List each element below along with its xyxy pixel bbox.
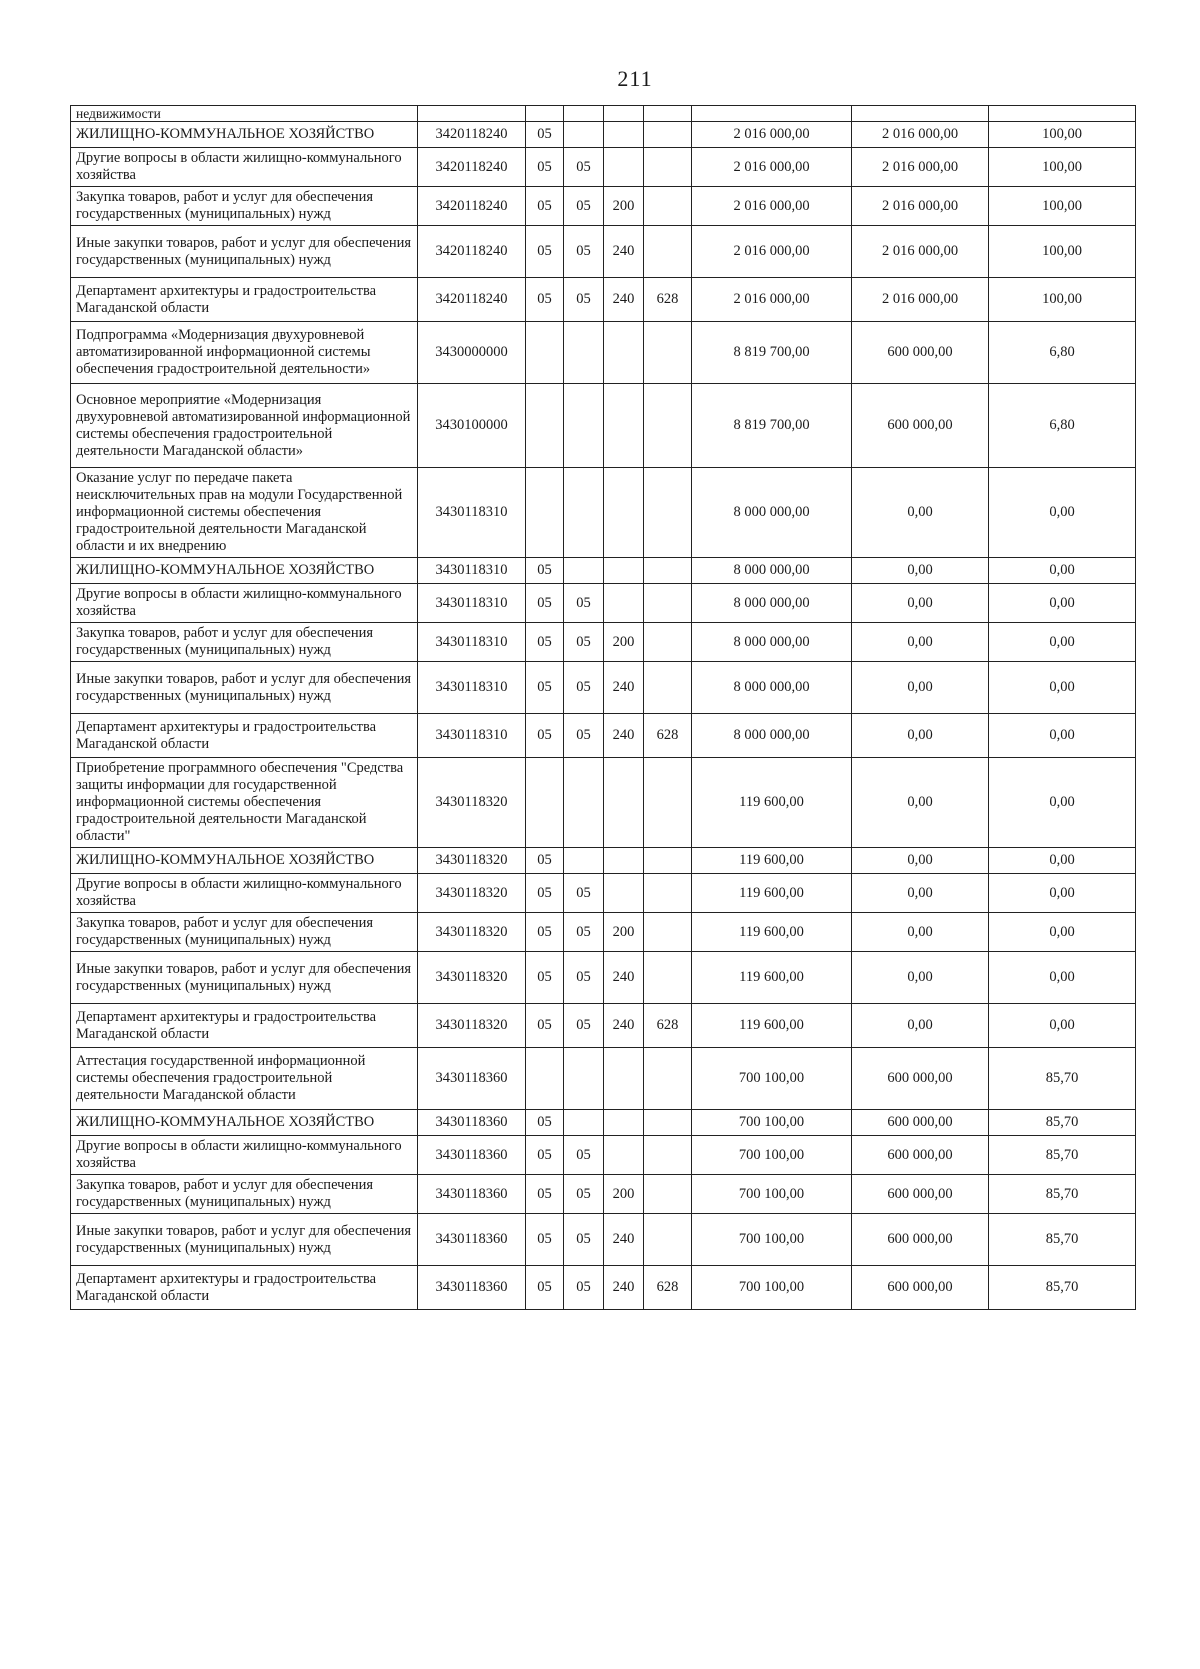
cell-code: 3420118240 [418,187,526,226]
cell-gr [644,874,692,913]
page-number: 211 [617,66,653,91]
cell-sec: 05 [526,584,564,623]
cell-name: Закупка товаров, работ и услуг для обеспечения государственных (муниципальных) нужд [71,187,418,226]
cell-vr [604,1048,644,1110]
cell-vr: 240 [604,952,644,1004]
cell-vr: 200 [604,1175,644,1214]
cell-name: Департамент архитектуры и градостроительства Магаданской области [71,1266,418,1310]
cell-sec [526,1048,564,1110]
cell-fact: 600 000,00 [852,1214,989,1266]
cell-name: Департамент архитектуры и градостроительства Магаданской области [71,714,418,758]
cell-pct: 0,00 [989,758,1136,848]
cell-plan: 700 100,00 [692,1266,852,1310]
table-row [71,278,1136,322]
cell-sec: 05 [526,874,564,913]
cell-plan: 8 819 700,00 [692,384,852,468]
cell-sub: 05 [564,714,604,758]
cell-fact: 0,00 [852,874,989,913]
cell-fact: 0,00 [852,584,989,623]
cell-gr: 628 [644,1266,692,1310]
cell-vr [604,874,644,913]
table-row [71,1048,1136,1110]
cell-pct: 100,00 [989,148,1136,187]
cell-name: Другие вопросы в области жилищно-коммунального хозяйства [71,1136,418,1175]
cell-name: Закупка товаров, работ и услуг для обеспечения государственных (муниципальных) нужд [71,913,418,952]
cell-vr [604,468,644,558]
cell-code: 3430118310 [418,662,526,714]
cell-plan: 700 100,00 [692,1214,852,1266]
cell-fact: 2 016 000,00 [852,148,989,187]
cell-fact: 600 000,00 [852,322,989,384]
cell-fact: 0,00 [852,468,989,558]
cell-sec: 05 [526,1266,564,1310]
cell-code: 3430118320 [418,913,526,952]
cell-pct: 6,80 [989,384,1136,468]
cell-sub [564,322,604,384]
cell-name: Оказание услуг по передаче пакета неисключительных прав на модули Государственной информационной системы обеспечения градостроительной деятельности Магаданской области и их внедрению [71,468,418,558]
cell-sec: 05 [526,1136,564,1175]
cell-code: 3430118360 [418,1214,526,1266]
cell-code: 3430118360 [418,1136,526,1175]
cell-fact: 600 000,00 [852,1048,989,1110]
cell-plan: 2 016 000,00 [692,278,852,322]
cell-sec: 05 [526,122,564,148]
cell-gr [644,848,692,874]
cell-plan: 8 819 700,00 [692,322,852,384]
cell-vr: 240 [604,1266,644,1310]
cell-plan: 2 016 000,00 [692,187,852,226]
cell-vr: 240 [604,662,644,714]
cell-fact: 0,00 [852,758,989,848]
cell-vr: 200 [604,913,644,952]
table-row [71,384,1136,468]
cell-sub: 05 [564,874,604,913]
cell-vr [604,558,644,584]
cell-fact: 2 016 000,00 [852,226,989,278]
cell-sec: 05 [526,848,564,874]
table-row [71,913,1136,952]
cell-name: ЖИЛИЩНО-КОММУНАЛЬНОЕ ХОЗЯЙСТВО [71,122,418,148]
table-row [71,468,1136,558]
cell-sec: 05 [526,714,564,758]
table-row [71,322,1136,384]
cell-name: Основное мероприятие «Модернизация двухуровневой автоматизированной информационной системы обеспечения градостроительной деятельности Магаданской области» [71,384,418,468]
cell-name: Другие вопросы в области жилищно-коммунального хозяйства [71,148,418,187]
cell-gr [644,952,692,1004]
cell-vr: 240 [604,226,644,278]
cell-pct: 0,00 [989,913,1136,952]
table-row [71,106,1136,122]
cell-fact: 2 016 000,00 [852,278,989,322]
cell-pct: 0,00 [989,714,1136,758]
cell-gr [644,623,692,662]
cell-plan: 119 600,00 [692,758,852,848]
cell-sub: 05 [564,1214,604,1266]
cell-sub [564,468,604,558]
cell-sec: 05 [526,1004,564,1048]
table-row [71,848,1136,874]
cell-sub: 05 [564,187,604,226]
cell-gr [644,1136,692,1175]
table-row [71,1266,1136,1310]
cell-gr [644,384,692,468]
cell-vr: 240 [604,714,644,758]
table-row [71,623,1136,662]
cell-name: ЖИЛИЩНО-КОММУНАЛЬНОЕ ХОЗЯЙСТВО [71,1110,418,1136]
cell-sub: 05 [564,662,604,714]
cell-code: 3430118310 [418,714,526,758]
cell-code: 3430000000 [418,322,526,384]
cell-vr [604,106,644,122]
cell-plan: 700 100,00 [692,1136,852,1175]
cell-pct: 0,00 [989,848,1136,874]
cell-sub: 05 [564,623,604,662]
cell-plan: 119 600,00 [692,1004,852,1048]
cell-sub: 05 [564,1004,604,1048]
cell-pct [989,106,1136,122]
cell-pct: 0,00 [989,584,1136,623]
cell-sec [526,758,564,848]
cell-pct: 85,70 [989,1048,1136,1110]
cell-plan: 700 100,00 [692,1110,852,1136]
cell-fact: 0,00 [852,913,989,952]
cell-code: 3420118240 [418,122,526,148]
cell-fact: 0,00 [852,558,989,584]
cell-vr: 200 [604,187,644,226]
cell-fact: 2 016 000,00 [852,187,989,226]
cell-name: Аттестация государственной информационной системы обеспечения градостроительной деятельности Магаданской области [71,1048,418,1110]
cell-sec: 05 [526,148,564,187]
table-row [71,1214,1136,1266]
table-row [71,874,1136,913]
cell-gr [644,1175,692,1214]
cell-code: 3430118320 [418,758,526,848]
table-row [71,148,1136,187]
cell-plan: 2 016 000,00 [692,148,852,187]
cell-name: недвижимости [71,106,418,122]
cell-sub: 05 [564,148,604,187]
cell-fact: 0,00 [852,714,989,758]
table-row [71,1136,1136,1175]
cell-gr [644,1214,692,1266]
cell-name: Иные закупки товаров, работ и услуг для обеспечения государственных (муниципальных) нужд [71,1214,418,1266]
cell-fact [852,106,989,122]
cell-name: Закупка товаров, работ и услуг для обеспечения государственных (муниципальных) нужд [71,623,418,662]
cell-gr: 628 [644,1004,692,1048]
cell-code: 3430118360 [418,1266,526,1310]
cell-sub: 05 [564,278,604,322]
cell-fact: 600 000,00 [852,384,989,468]
cell-vr [604,1136,644,1175]
cell-sec [526,468,564,558]
cell-sec: 05 [526,558,564,584]
cell-pct: 100,00 [989,278,1136,322]
cell-gr [644,758,692,848]
cell-sub [564,384,604,468]
cell-code: 3430118310 [418,468,526,558]
cell-sub [564,106,604,122]
cell-gr [644,226,692,278]
cell-code: 3430118320 [418,952,526,1004]
cell-gr [644,106,692,122]
cell-gr [644,913,692,952]
cell-name: ЖИЛИЩНО-КОММУНАЛЬНОЕ ХОЗЯЙСТВО [71,848,418,874]
cell-code: 3430100000 [418,384,526,468]
cell-pct: 0,00 [989,1004,1136,1048]
cell-name: Приобретение программного обеспечения "Средства защиты информации для государственной информационной системы обеспечения градостроительной деятельности Магаданской области" [71,758,418,848]
cell-sub: 05 [564,1136,604,1175]
cell-code: 3430118360 [418,1110,526,1136]
cell-plan: 8 000 000,00 [692,584,852,623]
cell-code: 3430118310 [418,558,526,584]
cell-sec [526,106,564,122]
cell-code: 3420118240 [418,278,526,322]
cell-sec: 05 [526,1214,564,1266]
cell-sub: 05 [564,913,604,952]
cell-code: 3430118320 [418,848,526,874]
table-row [71,714,1136,758]
cell-sub [564,1110,604,1136]
cell-vr [604,584,644,623]
cell-code: 3430118310 [418,584,526,623]
cell-name: Департамент архитектуры и градостроительства Магаданской области [71,1004,418,1048]
cell-gr [644,558,692,584]
cell-plan: 8 000 000,00 [692,662,852,714]
cell-name: Другие вопросы в области жилищно-коммунального хозяйства [71,584,418,623]
cell-fact: 600 000,00 [852,1175,989,1214]
cell-plan: 700 100,00 [692,1048,852,1110]
cell-gr [644,662,692,714]
cell-sub: 05 [564,1175,604,1214]
cell-fact: 0,00 [852,1004,989,1048]
cell-sub: 05 [564,1266,604,1310]
cell-vr [604,848,644,874]
cell-plan: 8 000 000,00 [692,558,852,584]
cell-plan: 8 000 000,00 [692,714,852,758]
table-row [71,758,1136,848]
cell-gr [644,322,692,384]
table-row [71,584,1136,623]
cell-name: Закупка товаров, работ и услуг для обеспечения государственных (муниципальных) нужд [71,1175,418,1214]
cell-gr [644,468,692,558]
cell-vr [604,322,644,384]
cell-vr [604,384,644,468]
cell-vr: 240 [604,1214,644,1266]
cell-sec: 05 [526,278,564,322]
cell-sub [564,122,604,148]
table-row [71,187,1136,226]
cell-name: Иные закупки товаров, работ и услуг для обеспечения государственных (муниципальных) нужд [71,226,418,278]
cell-sub: 05 [564,584,604,623]
cell-pct: 0,00 [989,468,1136,558]
cell-gr [644,1110,692,1136]
cell-plan: 2 016 000,00 [692,226,852,278]
cell-pct: 6,80 [989,322,1136,384]
cell-sub [564,848,604,874]
cell-sec [526,322,564,384]
cell-pct: 100,00 [989,226,1136,278]
cell-pct: 0,00 [989,623,1136,662]
cell-pct: 0,00 [989,558,1136,584]
cell-plan: 119 600,00 [692,913,852,952]
cell-fact: 0,00 [852,848,989,874]
cell-sub: 05 [564,226,604,278]
cell-gr: 628 [644,278,692,322]
cell-sec: 05 [526,226,564,278]
cell-gr [644,122,692,148]
cell-gr [644,148,692,187]
cell-sub [564,558,604,584]
table-row [71,1175,1136,1214]
cell-vr [604,122,644,148]
cell-gr [644,584,692,623]
cell-vr: 240 [604,1004,644,1048]
cell-sec [526,384,564,468]
cell-pct: 85,70 [989,1175,1136,1214]
cell-code: 3420118240 [418,226,526,278]
cell-pct: 85,70 [989,1110,1136,1136]
cell-pct: 100,00 [989,122,1136,148]
cell-plan: 8 000 000,00 [692,623,852,662]
cell-pct: 0,00 [989,662,1136,714]
cell-pct: 0,00 [989,952,1136,1004]
cell-vr: 240 [604,278,644,322]
cell-sec: 05 [526,1110,564,1136]
cell-sub: 05 [564,952,604,1004]
cell-name: Департамент архитектуры и градостроительства Магаданской области [71,278,418,322]
cell-pct: 85,70 [989,1136,1136,1175]
cell-code: 3430118320 [418,874,526,913]
cell-plan: 8 000 000,00 [692,468,852,558]
budget-table [70,105,1136,1310]
cell-plan [692,106,852,122]
cell-vr [604,758,644,848]
cell-gr [644,1048,692,1110]
cell-fact: 600 000,00 [852,1136,989,1175]
cell-name: Другие вопросы в области жилищно-коммунального хозяйства [71,874,418,913]
cell-plan: 700 100,00 [692,1175,852,1214]
table-row [71,1110,1136,1136]
cell-name: ЖИЛИЩНО-КОММУНАЛЬНОЕ ХОЗЯЙСТВО [71,558,418,584]
cell-sub [564,758,604,848]
cell-name: Иные закупки товаров, работ и услуг для обеспечения государственных (муниципальных) нужд [71,952,418,1004]
cell-sec: 05 [526,1175,564,1214]
cell-code [418,106,526,122]
cell-fact: 0,00 [852,952,989,1004]
table-row [71,558,1136,584]
cell-vr [604,1110,644,1136]
cell-sec: 05 [526,952,564,1004]
cell-code: 3430118310 [418,623,526,662]
cell-fact: 2 016 000,00 [852,122,989,148]
table-row [71,122,1136,148]
table-row [71,1004,1136,1048]
cell-code: 3430118360 [418,1175,526,1214]
cell-fact: 0,00 [852,623,989,662]
table-row [71,662,1136,714]
table-row [71,952,1136,1004]
cell-name: Подпрограмма «Модернизация двухуровневой автоматизированной информационной системы обеспечения градостроительной деятельности» [71,322,418,384]
cell-pct: 85,70 [989,1214,1136,1266]
table-row [71,226,1136,278]
cell-fact: 600 000,00 [852,1110,989,1136]
cell-vr [604,148,644,187]
cell-sec: 05 [526,662,564,714]
cell-fact: 600 000,00 [852,1266,989,1310]
cell-gr: 628 [644,714,692,758]
cell-pct: 85,70 [989,1266,1136,1310]
cell-code: 3430118320 [418,1004,526,1048]
cell-plan: 119 600,00 [692,874,852,913]
cell-pct: 100,00 [989,187,1136,226]
cell-plan: 119 600,00 [692,952,852,1004]
cell-fact: 0,00 [852,662,989,714]
cell-name: Иные закупки товаров, работ и услуг для обеспечения государственных (муниципальных) нужд [71,662,418,714]
cell-sec: 05 [526,913,564,952]
cell-sec: 05 [526,623,564,662]
cell-plan: 119 600,00 [692,848,852,874]
cell-gr [644,187,692,226]
cell-sub [564,1048,604,1110]
cell-sec: 05 [526,187,564,226]
cell-plan: 2 016 000,00 [692,122,852,148]
cell-vr: 200 [604,623,644,662]
cell-code: 3420118240 [418,148,526,187]
cell-code: 3430118360 [418,1048,526,1110]
cell-pct: 0,00 [989,874,1136,913]
